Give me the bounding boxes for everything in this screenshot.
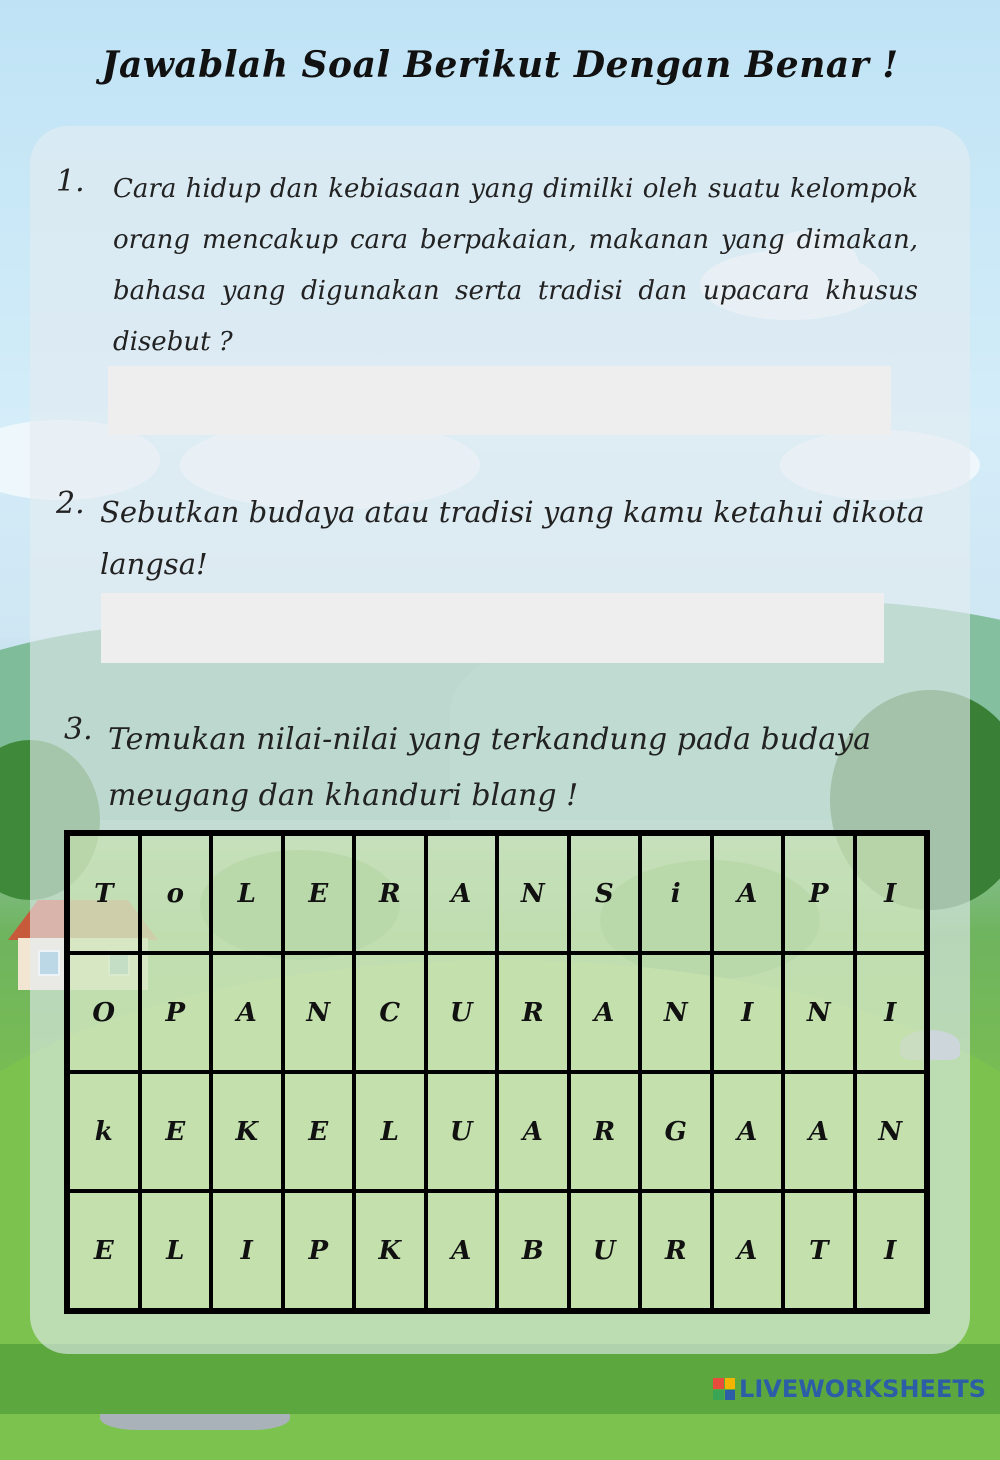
grid-cell[interactable]: U bbox=[426, 1072, 498, 1191]
word-search-grid bbox=[64, 830, 930, 1314]
grid-cell[interactable]: A bbox=[497, 1072, 569, 1191]
grid-cell[interactable]: T bbox=[68, 834, 140, 953]
question-2-number: 2. bbox=[56, 486, 85, 521]
grid-cell[interactable]: P bbox=[140, 953, 212, 1072]
question-3-text: Temukan nilai-nilai yang terkandung pada budaya meugang dan khanduri blang ! bbox=[108, 722, 871, 813]
grid-cell[interactable]: i bbox=[640, 834, 712, 953]
page-title: Jawablah Soal Berikut Dengan Benar ! bbox=[101, 44, 899, 86]
question-2-answer-input[interactable] bbox=[101, 593, 884, 663]
grid-cell[interactable]: I bbox=[211, 1191, 283, 1310]
grid-cell[interactable]: N bbox=[497, 834, 569, 953]
grid-cell[interactable]: R bbox=[497, 953, 569, 1072]
grid-cell[interactable]: A bbox=[712, 834, 784, 953]
grid-cell[interactable]: I bbox=[855, 1191, 927, 1310]
grid-cell[interactable]: B bbox=[497, 1191, 569, 1310]
question-2-text: Sebutkan budaya atau tradisi yang kamu ketahui dikota langsa! bbox=[100, 495, 925, 581]
grid-cell[interactable]: k bbox=[68, 1072, 140, 1191]
grid-cell[interactable]: A bbox=[211, 953, 283, 1072]
grid-cell[interactable]: U bbox=[426, 953, 498, 1072]
question-1-text: Cara hidup dan kebiasaan yang dimilki oleh suatu kelompok orang mencakup cara berpakaian, makanan yang dimakan, bahasa yang digunakan serta tradisi dan upacara khusus disebut ? bbox=[113, 174, 918, 357]
grid-cell[interactable]: O bbox=[68, 953, 140, 1072]
grid-cell[interactable]: L bbox=[140, 1191, 212, 1310]
grid-cell[interactable]: E bbox=[140, 1072, 212, 1191]
grid-cell[interactable]: I bbox=[855, 953, 927, 1072]
grid-cell[interactable]: S bbox=[569, 834, 641, 953]
grid-cell[interactable]: R bbox=[640, 1191, 712, 1310]
grid-cell[interactable]: E bbox=[283, 1072, 355, 1191]
grid-cell[interactable]: L bbox=[354, 1072, 426, 1191]
grid-cell[interactable]: T bbox=[783, 1191, 855, 1310]
grid-cell[interactable]: A bbox=[712, 1191, 784, 1310]
grid-cell[interactable]: E bbox=[283, 834, 355, 953]
question-3-number: 3. bbox=[64, 712, 93, 747]
grid-cell[interactable]: P bbox=[283, 1191, 355, 1310]
question-1-number: 1. bbox=[56, 164, 85, 199]
question-1-answer-input[interactable] bbox=[108, 366, 891, 435]
grid-cell[interactable]: U bbox=[569, 1191, 641, 1310]
grid-cell[interactable]: N bbox=[283, 953, 355, 1072]
grid-cell[interactable]: P bbox=[783, 834, 855, 953]
grid-cell[interactable]: R bbox=[569, 1072, 641, 1191]
grid-cell[interactable]: G bbox=[640, 1072, 712, 1191]
grid-cell[interactable]: I bbox=[712, 953, 784, 1072]
brand-text: LIVEWORKSHEETS bbox=[739, 1375, 986, 1403]
grid-cell[interactable]: A bbox=[426, 834, 498, 953]
grid-cell[interactable]: I bbox=[855, 834, 927, 953]
grid-cell[interactable]: N bbox=[640, 953, 712, 1072]
grid-cell[interactable]: C bbox=[354, 953, 426, 1072]
grid-cell[interactable]: o bbox=[140, 834, 212, 953]
grid-cell[interactable]: R bbox=[354, 834, 426, 953]
grid-cell[interactable]: A bbox=[569, 953, 641, 1072]
grid-cell[interactable]: A bbox=[712, 1072, 784, 1191]
grid-cell[interactable]: N bbox=[855, 1072, 927, 1191]
grid-cell[interactable]: K bbox=[211, 1072, 283, 1191]
grid-cell[interactable]: E bbox=[68, 1191, 140, 1310]
liveworksheets-logo-icon bbox=[713, 1378, 735, 1400]
grid-cell[interactable]: A bbox=[426, 1191, 498, 1310]
grid-cell[interactable]: N bbox=[783, 953, 855, 1072]
grid-cell[interactable]: A bbox=[783, 1072, 855, 1191]
liveworksheets-brand bbox=[713, 1374, 986, 1404]
grid-cell[interactable]: L bbox=[211, 834, 283, 953]
grid-cell[interactable]: K bbox=[354, 1191, 426, 1310]
